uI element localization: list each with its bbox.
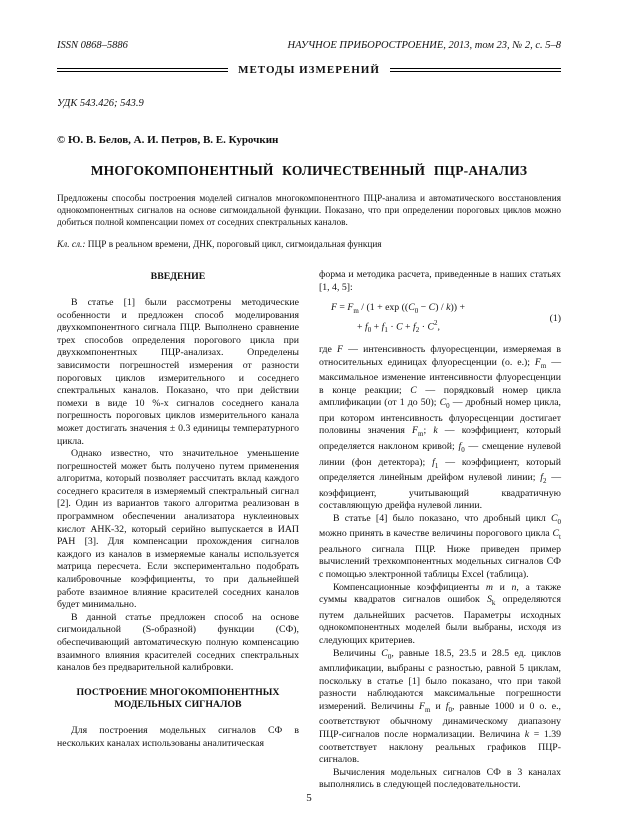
body-paragraph: Для построения модельных сигналов СФ в нескольких каналах использованы аналитическая	[57, 724, 299, 749]
left-column	[57, 269, 299, 792]
body-paragraph: Вычисления модельных сигналов СФ в 3 каналах выполнялись в следующей последовательности.	[319, 766, 561, 791]
body-paragraph: Величины $C_0$, равные 18.5, 23.5 и 28.5 ед. циклов амплификации, выбраны с разностью, равной 5 циклам, поскольку в статье [1] было показано, что при такой разности наблюдаются максимальные погрешности измерений. Величины $F_m$ и $f_0$, равные 1000 и 0 о. е., соответствуют обычному динамическому диапазону ПЦР-сигналов после нормализации. Величина k = 1.39 соответствует наклону реальных графиков ПЦР-сигналов.	[319, 647, 562, 766]
section-banner	[57, 64, 561, 76]
equation-body	[319, 302, 546, 337]
section-heading-introduction: ВВЕДЕНИЕ	[150, 271, 206, 283]
equation-number: (1)	[549, 312, 561, 324]
rule-right	[390, 68, 561, 72]
equation-line-1: $F = F_m / (1 + \exp ((C_0 - C) / k))$ +	[331, 301, 465, 315]
section-title: МЕТОДЫ ИЗМЕРЕНИЙ	[238, 64, 380, 76]
body-paragraph: В статье [1] были рассмотрены методические особенности и предложен способ моделирования двухкомпонентного сигнала ПЦР. Выполнено сравнение трех способов определения порогового цикла при двухкомпонентных ПЦР-анализах. Определены зависимости погрешностей измерения от разности пороговых циклов измерительного и соседнего спектральных каналов. Показано, что при действии помехи в виде 10 %-х сигналов соседнего канала погрешность пороговых циклов измерительного канала может достигать значения ± 0.3 единицы температурного цикла.	[57, 296, 299, 447]
udc-line: УДК 543.426; 543.9	[57, 98, 144, 109]
body-paragraph: Компенсационные коэффициенты m и n, а также суммы квадратов сигналов ошибок $S_k$ определяются путем дальнейших расчетов. Параметры исходных однокомпонентных моделей были выбраны, исходя из следующих критериев.	[319, 581, 561, 646]
article-title: МНОГОКОМПОНЕНТНЫЙ КОЛИЧЕСТВЕННЫЙ ПЦР-АНАЛИЗ	[90, 163, 528, 178]
body-paragraph: В данной статье предложен способ на основе сигмоидальной (S-образной) функции (СФ), обеспечивающий автоматическую полную компенсацию взаимного влияния красителей соседних спектральных каналов без предварительной калибровки.	[57, 611, 299, 674]
body-paragraph: форма и методика расчета, приведенные в наших статьях [1, 4, 5]:	[319, 269, 561, 293]
keywords-line	[57, 240, 561, 250]
right-column	[319, 269, 561, 792]
body-paragraph: В статье [4] было показано, что дробный цикл $C_0$ можно принять в качестве величины порогового цикла $C_t$ реального сигнала ПЦР. Ниже приведен пример вычислений трехкомпонентных модельных сигналов СФ с помощью электронной таблицы Excel (таблица).	[319, 512, 561, 581]
equation-line-2: + $f_0 + f_1 \cdot C + f_2 \cdot C^2$,	[357, 319, 440, 335]
keywords-label: Кл. сл.:	[57, 240, 86, 251]
body-paragraph: где F — интенсивность флуоресценции, измеряемая в относительных единицах флуоресценции (о. е.); $F_m$ — максимальное изменение интенсивности флуоресценции в конце реакции; C — порядковый номер цикла амплификации (от 1 до 50); $C_0$ — дробный номер цикла, при котором интенсивность флуоресценции достигает половины значения $F_m$; k — коэффициент, который определяется наклоном кривой; $f_0$ — смещение нулевой линии (фон детектора); $f_1$ — коэффициент, который определяется линейным дрейфом нулевой линии; $f_2$ — коэффициент, учитывающий квадратичную составляющую дрейфа нулевой линии.	[319, 343, 562, 512]
journal-reference: НАУЧНОЕ ПРИБОРОСТРОЕНИЕ, 2013, том 23, № 2, c. 5–8	[287, 40, 561, 51]
keywords-text: ПЦР в реальном времени, ДНК, пороговый цикл, сигмоидальная функция	[85, 240, 382, 251]
authors-line: © Ю. В. Белов, А. И. Петров, В. Е. Курочкин	[57, 134, 279, 146]
section-heading-model-signals: ПОСТРОЕНИЕ МНОГОКОМПОНЕНТНЫХ МОДЕЛЬНЫХ СИГНАЛОВ	[76, 686, 280, 711]
page-number: 5	[306, 792, 312, 804]
equation-1	[319, 302, 561, 337]
rule-left	[57, 68, 228, 72]
abstract: Предложены способы построения моделей сигналов многокомпонентного ПЦР-анализа и автоматического восстановления однокомпонентных сигналов на основе сигмоидальной функции. Показано, что при определении пороговых циклов можно добиться полной компенсации помех от соседних спектральных каналов.	[57, 194, 561, 228]
body-paragraph: Однако известно, что значительное уменьшение погрешностей может быть получено путем применения алгоритма, который позволяет рассчитать вклад каждого соседнего красителя в измеряемый спектральный сигнал [2]. Один из вариантов такого алгоритма реализован в программном обеспечении анализатора нуклеиновых кислот АНК-32, который серийно выпускается в ИАП РАН [3]. Для компенсации прохождения сигналов каждого из каналов в измеряемые каналы используется матрица пересчета. Если экспериментально подобрать калибровочные коэффициенты, то при дальнейшей работе взаимное влияние красителей соседних каналов будет минимально.	[57, 448, 299, 611]
issn: ISSN 0868–5886	[57, 40, 128, 51]
journal-header	[57, 40, 561, 51]
two-column-body	[57, 269, 561, 792]
